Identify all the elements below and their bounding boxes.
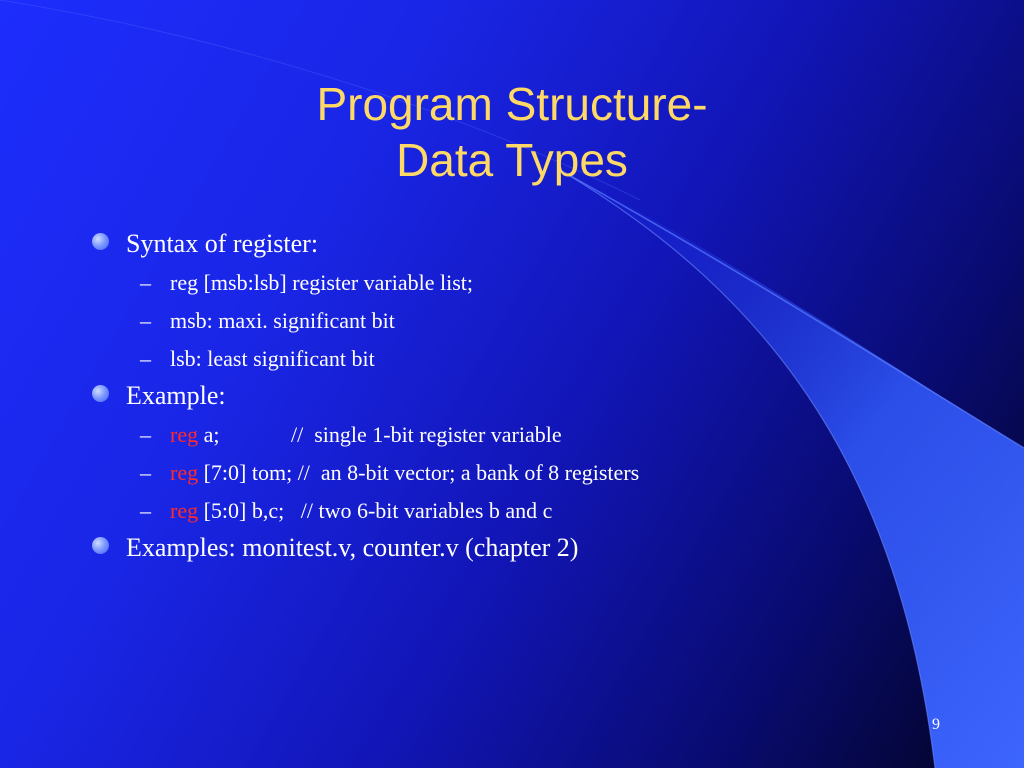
code-example-line bbox=[88, 492, 968, 530]
slide-title-line-2: Data Types bbox=[396, 134, 628, 186]
dash-icon: – bbox=[140, 460, 151, 485]
bullet-icon bbox=[92, 385, 109, 402]
page-number: 9 bbox=[932, 716, 940, 733]
bullet-text: Syntax of register: bbox=[126, 229, 319, 258]
code-example-text: [5:0] b,c; // two 6-bit variables b and c bbox=[198, 498, 553, 523]
keyword-reg: reg bbox=[170, 422, 199, 447]
slide-content bbox=[88, 226, 968, 568]
sub-bullet-item bbox=[88, 302, 968, 340]
dash-icon: – bbox=[140, 422, 151, 447]
code-example-text: [7:0] tom; // an 8-bit vector; a bank of 8 registers bbox=[198, 460, 640, 485]
bullet-icon bbox=[92, 537, 109, 554]
slide-title-line-1: Program Structure- bbox=[316, 78, 708, 130]
bullet-item-example bbox=[88, 378, 968, 414]
dash-icon: – bbox=[140, 270, 151, 295]
sub-bullet-text: reg [msb:lsb] register variable list; bbox=[170, 270, 474, 295]
bullet-item-syntax bbox=[88, 226, 968, 262]
dash-icon: – bbox=[140, 346, 151, 371]
dash-icon: – bbox=[140, 308, 151, 333]
dash-icon: – bbox=[140, 498, 151, 523]
sub-bullet-text: lsb: least significant bit bbox=[170, 346, 375, 371]
slide-title bbox=[0, 76, 1024, 188]
sub-bullet-text: msb: maxi. significant bit bbox=[170, 308, 395, 333]
bullet-item-examples-files bbox=[88, 530, 968, 566]
code-example-text: a; // single 1-bit register variable bbox=[198, 422, 562, 447]
code-example-line bbox=[88, 454, 968, 492]
bullet-text: Examples: monitest.v, counter.v (chapter 2) bbox=[126, 533, 579, 562]
code-example-line bbox=[88, 416, 968, 454]
keyword-reg: reg bbox=[170, 498, 199, 523]
bullet-text: Example: bbox=[126, 381, 226, 410]
bullet-icon bbox=[92, 233, 109, 250]
sub-bullet-item bbox=[88, 340, 968, 378]
keyword-reg: reg bbox=[170, 460, 199, 485]
sub-bullet-item bbox=[88, 264, 968, 302]
